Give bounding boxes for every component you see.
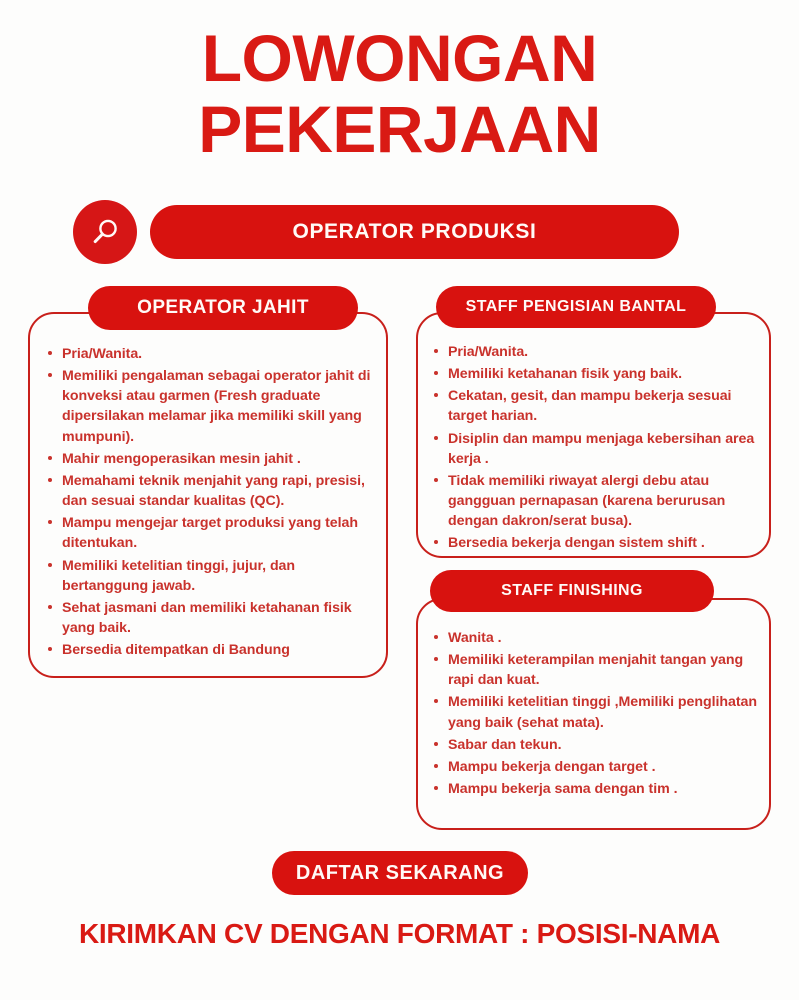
search-icon: [88, 215, 122, 249]
list-item: Memiliki keterampilan menjahit tangan yang rapi dan kuat.: [432, 650, 760, 690]
cv-format-note: KIRIMKAN CV DENGAN FORMAT : POSISI-NAMA: [78, 918, 721, 949]
requirements-list-staff-finishing: [432, 628, 760, 801]
list-item: Memiliki pengalaman sebagai operator jahit di konveksi atau garmen (Fresh graduate dipersilakan melamar jika memiliki skill yang mumpuni).: [46, 366, 378, 447]
list-item: Disiplin dan mampu menjaga kebersihan area kerja .: [432, 429, 760, 469]
list-item: Mampu bekerja sama dengan tim .: [432, 779, 760, 799]
poster-title: [0, 21, 799, 166]
register-now-button[interactable]: [272, 851, 528, 895]
main-position-label: OPERATOR PRODUKSI: [292, 220, 537, 243]
list-item: Sehat jasmani dan memiliki ketahanan fisik yang baik.: [46, 598, 378, 638]
list-item: Memahami teknik menjahit yang rapi, presisi, dan sesuai standar kualitas (QC).: [46, 471, 378, 511]
list-item: Mampu bekerja dengan target .: [432, 757, 760, 777]
list-item: Mahir mengoperasikan mesin jahit .: [46, 449, 378, 469]
list-item: Bersedia bekerja dengan sistem shift .: [432, 533, 760, 553]
card-title-operator-jahit: OPERATOR JAHIT: [137, 297, 309, 318]
title-line-2: PEKERJAAN: [198, 91, 601, 166]
list-item: Memiliki ketahanan fisik yang baik.: [432, 364, 760, 384]
list-item: Pria/Wanita.: [46, 344, 378, 364]
title-line-1: LOWONGAN: [201, 21, 598, 95]
list-item: Wanita .: [432, 628, 760, 648]
requirements-list-operator-jahit: [46, 344, 378, 662]
card-title-pill-staff-pengisian-bantal: [436, 286, 716, 328]
main-position-pill: [150, 205, 679, 259]
card-title-staff-pengisian-bantal: STAFF PENGISIAN BANTAL: [465, 298, 687, 315]
list-item: Tidak memiliki riwayat alergi debu atau gangguan pernapasan (karena berurusan dengan dakron/serat busa).: [432, 471, 760, 531]
card-title-pill-operator-jahit: [88, 286, 358, 330]
search-icon-badge: [73, 200, 137, 264]
list-item: Memiliki ketelitian tinggi, jujur, dan bertanggung jawab.: [46, 556, 378, 596]
card-title-staff-finishing: STAFF FINISHING: [501, 582, 643, 599]
list-item: Cekatan, gesit, dan mampu bekerja sesuai target harian.: [432, 386, 760, 426]
requirements-list-staff-pengisian-bantal: [432, 342, 760, 556]
list-item: Pria/Wanita.: [432, 342, 760, 362]
list-item: Sabar dan tekun.: [432, 735, 760, 755]
list-item: Bersedia ditempatkan di Bandung: [46, 640, 378, 660]
list-item: Memiliki ketelitian tinggi ,Memiliki penglihatan yang baik (sehat mata).: [432, 692, 760, 732]
card-title-pill-staff-finishing: [430, 570, 714, 612]
list-item: Mampu mengejar target produksi yang telah ditentukan.: [46, 513, 378, 553]
register-now-label: DAFTAR SEKARANG: [295, 861, 505, 884]
